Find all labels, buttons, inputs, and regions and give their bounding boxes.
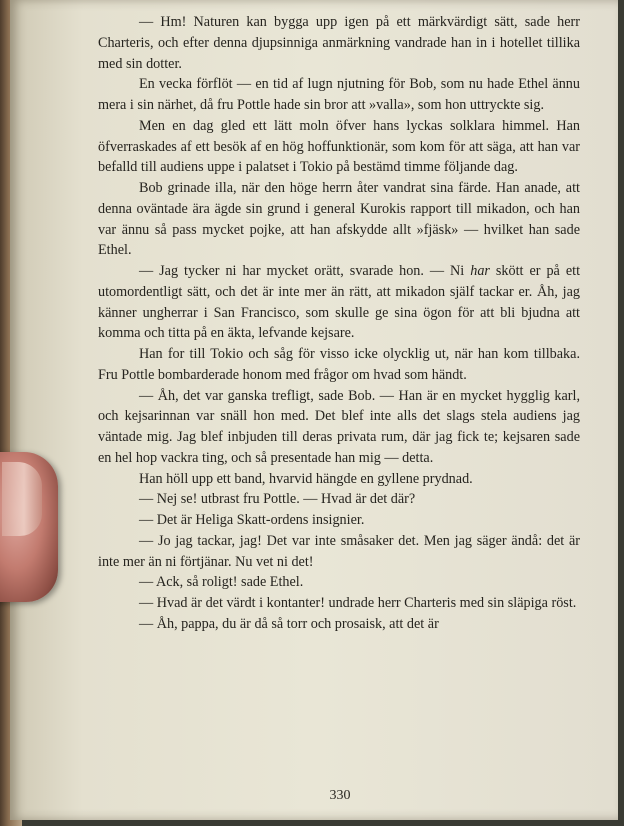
paragraph-6: Han for till Tokio och såg för visso icke olycklig ut, när han kom tillbaka. Fru Pottle bombarderade honom med frågor om hvad som händt. bbox=[98, 346, 580, 383]
paragraph-10: — Det är Heliga Skatt-ordens insignier. bbox=[139, 512, 365, 528]
page-text bbox=[98, 12, 580, 635]
emphasis-word: har bbox=[470, 263, 490, 279]
paragraph-5-start: — Jag tycker ni har mycket orätt, svarade hon. — Ni bbox=[139, 263, 471, 279]
paragraph-8: Han höll upp ett band, hvarvid hängde en gyllene prydnad. bbox=[139, 470, 473, 487]
paragraph-9: — Nej se! utbrast fru Pottle. — Hvad är det där? bbox=[139, 491, 416, 508]
paragraph-5-end: skött er på ett utomordentligt sätt, och det är inte mer än rätt, att mikadon själf tackar er. Åh, jag känner ungherrar i San Francisco, som skulle ge sina ögon för att bli bjudna att komma och titta på en äkta, lefvande kejsare. bbox=[98, 263, 581, 342]
paragraph-11: — Jo jag tackar, jag! Det var inte småsaker det. Men jag säger ändå: det är inte mer än ni förtjänar. Nu vet ni det! bbox=[98, 532, 580, 570]
paragraph-12: — Ack, så roligt! sade Ethel. bbox=[139, 574, 304, 591]
paragraph-3: Men en dag gled ett lätt moln öfver hans lyckas solklara himmel. Han öfverraskades af ett besök af en hög hoffunktionär, som kom för att säga, att han var befalld till audiens uppe i palatset i Tokio på bestämd timme följande dag. bbox=[98, 117, 580, 176]
paragraph-5 bbox=[98, 261, 580, 344]
paragraph-1: — Hm! Naturen kan bygga upp igen på ett märkvärdigt sätt, sade herr Charteris, och efter denna djupsinniga anmärkning vandrade han in i hotellet tillika med sin dotter. bbox=[98, 14, 580, 72]
paragraph-14: — Åh, pappa, du är då så torr och prosaisk, att det är bbox=[139, 615, 439, 632]
paragraph-4: Bob grinade illa, när den höge herrn åter vandrat sina färde. Han anade, att denna oväntade ära ägde sin grund i general Kurokis rapport till mikadon, och han var ännu så pass mycket pojke, att han afskydde allt »fjäsk» — hvilket han sade Ethel. bbox=[98, 180, 580, 259]
thumbnail-nail bbox=[2, 462, 42, 536]
paragraph-13: — Hvad är det värdt i kontanter! undrade herr Charteris med sin släpiga röst. bbox=[139, 595, 577, 611]
thumb bbox=[0, 452, 58, 602]
paragraph-2: En vecka förflöt — en tid af lugn njutning för Bob, som nu hade Ethel ännu mera i sin närhet, då fru Pottle hade sin bror att »valla», som hon uttryckte sig. bbox=[98, 76, 580, 113]
book-page bbox=[10, 0, 618, 820]
paragraph-7: — Åh, det var ganska trefligt, sade Bob. — Han är en mycket hygglig karl, och kejsarinnan var snäll hon med. Det blef inte alls det slags stela audiens jag väntade mig. Jag blef inbjuden till deras privata rum, där jag fick te; kejsaren sade en hel hop vackra ting, och så presentade han mig — detta. bbox=[98, 387, 580, 466]
page-number: 330 bbox=[329, 788, 351, 803]
